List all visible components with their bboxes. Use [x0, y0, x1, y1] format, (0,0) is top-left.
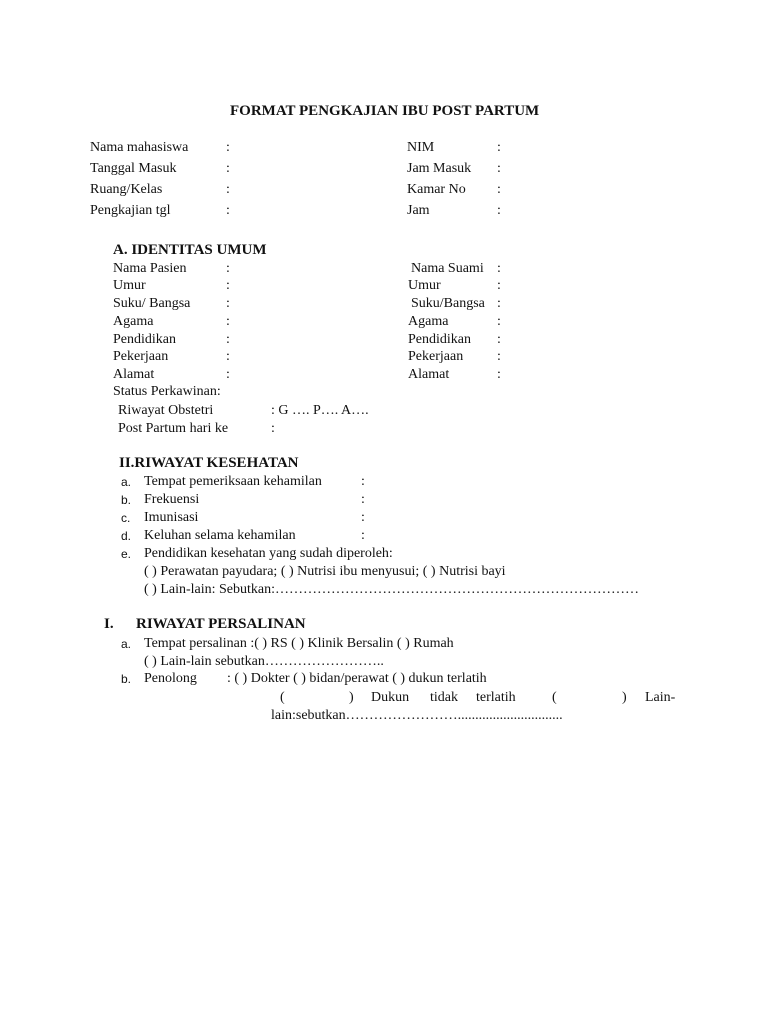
identitas-colon: : — [497, 349, 501, 364]
list-letter: e. — [121, 547, 132, 561]
penolong-line2-word: ( — [280, 690, 285, 705]
list-item-colon: : — [361, 528, 365, 543]
list-letter: d. — [121, 529, 132, 543]
riwayat-obstetri-label: Riwayat Obstetri — [118, 403, 214, 418]
header-label-kamar-no: Kamar No — [407, 182, 466, 197]
tempat-persalinan-line: Tempat persalinan :( ) RS ( ) Klinik Bersalin ( ) Rumah — [144, 636, 454, 651]
section-numeral: I. — [104, 616, 114, 632]
header-label-jam-masuk: Jam Masuk — [407, 161, 472, 176]
penolong-options: : ( ) Dokter ( ) bidan/perawat ( ) dukun terlatih — [227, 671, 487, 686]
identitas-colon: : — [497, 296, 501, 311]
penolong-line2-word: ) — [622, 690, 627, 705]
identitas-label-alamat: Alamat — [113, 367, 155, 382]
options-line-2: ( ) Lain-lain: Sebutkan:…………………………………………………………………… — [144, 582, 640, 597]
identitas-label-agama-suami: Agama — [408, 314, 449, 329]
identitas-colon: : — [226, 314, 230, 329]
section-heading-identitas: A. IDENTITAS UMUM — [113, 242, 267, 258]
identitas-colon: : — [226, 349, 230, 364]
section-heading-riwayat-kesehatan: II.RIWAYAT KESEHATAN — [119, 455, 299, 471]
header-label-nim: NIM — [407, 140, 435, 155]
header-colon: : — [226, 161, 230, 176]
identitas-colon: : — [226, 332, 230, 347]
list-item-tempat-pemeriksaan: Tempat pemeriksaan kehamilan — [144, 474, 322, 489]
penolong-label: Penolong — [144, 671, 197, 686]
penolong-line2-word: Lain- — [645, 690, 676, 705]
penolong-line2-word: ) — [349, 690, 354, 705]
identitas-label-suku-bangsa: Suku/ Bangsa — [113, 296, 191, 311]
tempat-persalinan-other: ( ) Lain-lain sebutkan…………………….. — [144, 654, 384, 669]
list-letter: b. — [121, 672, 132, 686]
header-label-nama-mahasiswa: Nama mahasiswa — [90, 140, 189, 155]
identitas-label-umur-suami: Umur — [408, 278, 441, 293]
page-title: FORMAT PENGKAJIAN IBU POST PARTUM — [230, 103, 540, 119]
header-label-tanggal-masuk: Tanggal Masuk — [90, 161, 177, 176]
penolong-line3: lain:sebutkan…………………….............................. — [271, 708, 563, 723]
identitas-colon: : — [226, 367, 230, 382]
penolong-line2-word: ( — [552, 690, 557, 705]
identitas-colon: : — [226, 261, 230, 276]
header-colon: : — [497, 203, 501, 218]
post-partum-label: Post Partum hari ke — [118, 421, 229, 436]
list-letter: b. — [121, 493, 132, 507]
identitas-label-nama-suami: Nama Suami — [411, 261, 484, 276]
header-colon: : — [497, 140, 501, 155]
list-letter: c. — [121, 511, 131, 525]
identitas-label-pendidikan-suami: Pendidikan — [408, 332, 471, 347]
header-colon: : — [497, 161, 501, 176]
identitas-colon: : — [497, 367, 501, 382]
section-heading-riwayat-persalinan: RIWAYAT PERSALINAN — [136, 616, 306, 632]
identitas-label-agama: Agama — [113, 314, 154, 329]
identitas-colon: : — [497, 278, 501, 293]
identitas-label-umur: Umur — [113, 278, 146, 293]
list-item-imunisasi: Imunisasi — [144, 510, 199, 525]
header-label-pengkajian-tgl: Pengkajian tgl — [90, 203, 171, 218]
list-letter: a. — [121, 475, 132, 489]
identitas-colon: : — [226, 278, 230, 293]
header-label-jam: Jam — [407, 203, 430, 218]
identitas-label-suku-bangsa-suami: Suku/Bangsa — [411, 296, 485, 311]
post-partum-colon: : — [271, 421, 275, 436]
header-colon: : — [226, 140, 230, 155]
list-item-pendidikan-kesehatan: Pendidikan kesehatan yang sudah diperoleh: — [144, 546, 393, 561]
list-item-colon: : — [361, 510, 365, 525]
identitas-label-pendidikan: Pendidikan — [113, 332, 176, 347]
list-item-colon: : — [361, 492, 365, 507]
identitas-colon: : — [497, 332, 501, 347]
list-letter: a. — [121, 637, 132, 651]
status-perkawinan-label: Status Perkawinan: — [113, 384, 221, 399]
header-label-ruang-kelas: Ruang/Kelas — [90, 182, 163, 197]
penolong-line2-word: Dukun — [371, 690, 410, 705]
identitas-label-pekerjaan-suami: Pekerjaan — [408, 349, 464, 364]
identitas-colon: : — [497, 314, 501, 329]
identitas-label-alamat-suami: Alamat — [408, 367, 450, 382]
identitas-label-pekerjaan: Pekerjaan — [113, 349, 169, 364]
list-item-keluhan: Keluhan selama kehamilan — [144, 528, 296, 543]
header-colon: : — [226, 182, 230, 197]
options-line-1: ( ) Perawatan payudara; ( ) Nutrisi ibu menyusui; ( ) Nutrisi bayi — [144, 564, 506, 579]
riwayat-obstetri-value: : G …. P…. A…. — [271, 403, 369, 418]
header-colon: : — [226, 203, 230, 218]
identitas-colon: : — [226, 296, 230, 311]
penolong-line2-word: tidak — [430, 690, 458, 705]
identitas-colon: : — [497, 261, 501, 276]
list-item-colon: : — [361, 474, 365, 489]
penolong-line2-word: terlatih — [476, 690, 516, 705]
header-colon: : — [497, 182, 501, 197]
list-item-frekuensi: Frekuensi — [144, 492, 200, 507]
identitas-label-nama-pasien: Nama Pasien — [113, 261, 187, 276]
